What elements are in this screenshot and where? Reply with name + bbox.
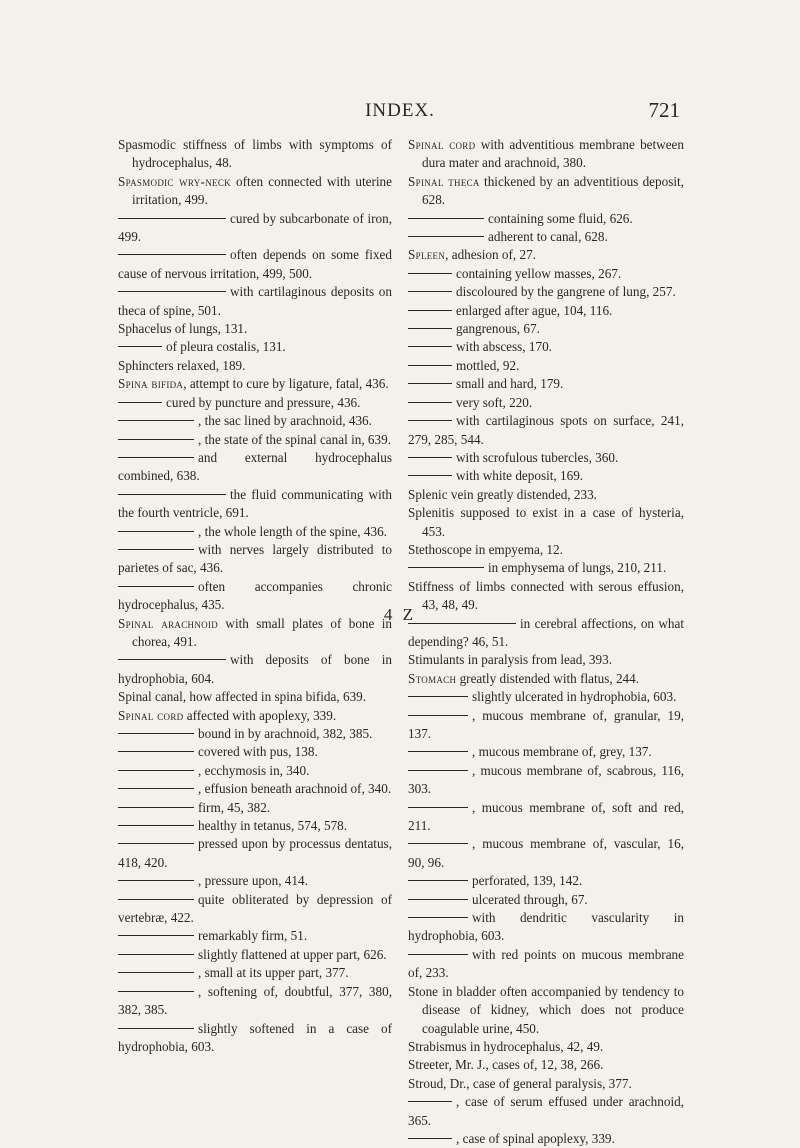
index-entry	[118, 799, 392, 817]
index-entry	[408, 1093, 684, 1130]
index-entry	[408, 743, 684, 761]
entry-text: with deposits of bone in hydrophobia, 604.	[118, 652, 392, 686]
index-entry	[408, 449, 684, 467]
entry-text: remarkably firm, 51.	[198, 928, 308, 944]
index-entry	[118, 946, 392, 964]
ditto-rule	[408, 751, 468, 752]
entry-text: containing some fluid, 626.	[488, 210, 633, 226]
ditto-rule	[118, 439, 194, 440]
entry-text: , attempt to cure by ligature, fatal, 436.	[183, 376, 389, 392]
entry-text: the fluid communicating with the fourth ventricle, 691.	[118, 486, 392, 521]
entry-text: quite obliterated by depression of vertebræ, 422.	[118, 891, 392, 926]
entry-text: thickened by an adventitious deposit, 628.	[422, 173, 684, 208]
entry-text: , mucous membrane of, soft and red, 211.	[408, 799, 684, 834]
index-entry	[118, 210, 392, 247]
entry-text: with small plates of bone in chorea, 491.	[132, 615, 393, 649]
index-entry	[118, 173, 392, 210]
entry-text: pressed upon by processus dentatus, 418, 420.	[118, 836, 392, 870]
index-entry	[118, 431, 392, 449]
ditto-rule	[408, 1101, 452, 1102]
ditto-rule	[118, 1028, 194, 1029]
index-entry	[408, 246, 684, 264]
index-entry	[118, 891, 392, 928]
entry-text: , small at its upper part, 377.	[198, 965, 349, 981]
ditto-rule	[118, 954, 194, 955]
ditto-rule	[408, 273, 452, 274]
ditto-rule	[408, 420, 452, 421]
index-entry	[118, 872, 392, 890]
index-entry	[118, 412, 392, 430]
ditto-rule	[118, 935, 194, 936]
ditto-rule	[118, 457, 194, 458]
entry-text: , mucous membrane of, vascular, 16, 90, 96.	[408, 836, 684, 870]
index-entry	[408, 891, 684, 909]
entry-text: adherent to canal, 628.	[488, 229, 608, 245]
ditto-rule	[408, 1138, 452, 1139]
entry-heading: Spasmodic wry-neck	[118, 173, 231, 189]
entry-text: , the whole length of the spine, 436.	[198, 523, 387, 539]
index-entry	[118, 357, 392, 375]
entry-text: mottled, 92.	[456, 357, 520, 373]
entry-text: Streeter, Mr. J., cases of, 12, 38, 266.	[408, 1057, 604, 1073]
index-entry	[118, 283, 392, 320]
ditto-rule	[408, 807, 468, 808]
index-entry	[408, 136, 684, 173]
ditto-rule	[408, 475, 452, 476]
index-entry	[408, 651, 684, 669]
entry-heading: Spina bifida	[118, 376, 184, 392]
index-entry	[408, 688, 684, 706]
index-entry	[118, 743, 392, 761]
entry-text: with abscess, 170.	[456, 339, 552, 355]
entry-text: slightly ulcerated in hydrophobia, 603.	[472, 689, 677, 705]
ditto-rule	[118, 972, 194, 973]
entry-text: in emphysema of lungs, 210, 211.	[488, 560, 667, 576]
index-entry	[118, 688, 392, 706]
index-entry	[118, 136, 392, 173]
entry-text: small and hard, 179.	[456, 376, 564, 392]
index-entry	[118, 449, 392, 486]
ditto-rule	[118, 218, 226, 219]
entry-text: Stroud, Dr., case of general paralysis, 377.	[408, 1075, 632, 1091]
entry-text: Spasmodic stiffness of limbs with symptoms of hydrocephalus, 48.	[118, 137, 392, 171]
ditto-rule	[408, 880, 468, 881]
entry-heading: Spinal cord	[408, 137, 476, 152]
index-entry	[408, 1056, 684, 1074]
index-entry	[118, 651, 392, 688]
ditto-rule	[408, 567, 484, 568]
ditto-rule	[408, 383, 452, 384]
entry-text: Spinal canal, how affected in spina bifida, 639.	[118, 689, 367, 705]
entry-text: , ecchymosis in, 340.	[198, 762, 310, 778]
index-entry	[408, 394, 684, 412]
entry-text: in cerebral affections, on what depending? 46, 51.	[408, 615, 684, 649]
index-entry	[408, 467, 684, 485]
entry-heading: Spinal theca	[408, 173, 480, 189]
ditto-rule	[118, 807, 194, 808]
entry-text: with dendritic vascularity in hydrophobia, 603.	[408, 910, 684, 944]
ditto-rule	[118, 770, 194, 771]
entry-text: Sphacelus of lungs, 131.	[118, 321, 248, 337]
entry-text: ulcerated through, 67.	[472, 891, 588, 907]
index-entry	[408, 412, 684, 449]
ditto-rule	[408, 843, 468, 844]
index-entry	[118, 320, 392, 338]
ditto-rule	[118, 254, 226, 255]
entry-text: often accompanies chronic hydrocephalus, 435.	[118, 578, 392, 613]
entry-text: Splenic vein greatly distended, 233.	[408, 486, 597, 502]
entry-text: bound in by arachnoid, 382, 385.	[198, 726, 373, 741]
index-entry	[118, 246, 392, 283]
index-entry	[408, 762, 684, 799]
ditto-rule	[408, 715, 468, 716]
index-entry	[118, 983, 392, 1020]
entry-text: with red points on mucous membrane of, 233.	[408, 946, 684, 981]
entry-text: greatly distended with flatus, 244.	[456, 670, 640, 686]
entry-text: , mucous membrane of, scabrous, 116, 303.	[408, 762, 684, 797]
entry-text: and external hydrocephalus combined, 638.	[118, 449, 392, 484]
entry-text: of pleura costalis, 131.	[166, 339, 286, 355]
entry-text: often connected with uterine irritation, 499.	[132, 173, 393, 208]
index-entry	[118, 338, 392, 356]
ditto-rule	[408, 954, 468, 955]
index-entry	[408, 909, 684, 946]
ditto-rule	[118, 494, 226, 495]
index-entry	[118, 486, 392, 523]
ditto-rule	[118, 825, 194, 826]
index-entry	[408, 210, 684, 228]
entry-text: , pressure upon, 414.	[198, 873, 308, 889]
entry-text: healthy in tetanus, 574, 578.	[198, 818, 348, 834]
entry-text: Stimulants in paralysis from lead, 393.	[408, 652, 613, 668]
index-entry	[408, 559, 684, 577]
ditto-rule	[408, 457, 452, 458]
ditto-rule	[118, 346, 162, 347]
index-entry	[408, 835, 684, 872]
right-column	[408, 136, 684, 1148]
index-entry	[118, 541, 392, 578]
index-entry	[118, 780, 392, 798]
index-entry	[408, 504, 684, 541]
entry-text: slightly softened in a case of hydrophobia, 603.	[118, 1020, 392, 1054]
index-entry	[408, 670, 684, 688]
index-entry	[408, 799, 684, 836]
entry-text: , mucous membrane of, granular, 19, 137.	[408, 707, 684, 741]
ditto-rule	[118, 291, 226, 292]
entry-text: covered with pus, 138.	[198, 744, 318, 760]
entry-text: Stethoscope in empyema, 12.	[408, 541, 563, 557]
index-entry	[408, 1075, 684, 1093]
ditto-rule	[408, 402, 452, 403]
ditto-rule	[408, 328, 452, 329]
index-entry	[408, 707, 684, 744]
index-entry	[408, 357, 684, 375]
entry-text: firm, 45, 382.	[198, 799, 271, 815]
ditto-rule	[408, 917, 468, 918]
entry-text: with cartilaginous deposits on theca of spine, 501.	[118, 284, 392, 318]
entry-text: cured by puncture and pressure, 436.	[166, 394, 361, 410]
index-entry	[118, 964, 392, 982]
index-entry	[408, 265, 684, 283]
ditto-rule	[118, 843, 194, 844]
entry-text: cured by subcarbonate of iron, 499.	[118, 210, 392, 245]
entry-text: very soft, 220.	[456, 394, 533, 410]
index-entry	[408, 375, 684, 393]
entry-text: Stone in bladder often accompanied by tendency to disease of kidney, which does not produce coagulable urine, 450.	[408, 983, 684, 1036]
ditto-rule	[408, 770, 468, 771]
entry-text: Sphincters relaxed, 189.	[118, 357, 246, 373]
entry-text: , softening of, doubtful, 377, 380, 382, 385.	[118, 983, 392, 1018]
entry-text: , case of spinal apoplexy, 339.	[456, 1130, 615, 1146]
ditto-rule	[118, 531, 194, 532]
ditto-rule	[408, 899, 468, 900]
ditto-rule	[408, 218, 484, 219]
ditto-rule	[118, 733, 194, 734]
entry-text: , the state of the spinal canal in, 639.	[198, 431, 391, 447]
index-entry	[118, 1020, 392, 1057]
left-column	[118, 136, 392, 1056]
entry-text: often depends on some fixed cause of nervous irritation, 499, 500.	[118, 247, 392, 281]
ditto-rule	[408, 696, 468, 697]
index-entry	[408, 302, 684, 320]
entry-text: , the sac lined by arachnoid, 436.	[198, 413, 372, 429]
entry-text: , effusion beneath arachnoid of, 340.	[198, 781, 392, 797]
signature-mark: 4 Z	[383, 605, 417, 624]
ditto-rule	[408, 346, 452, 347]
index-entry	[408, 946, 684, 983]
entry-text: Stiffness of limbs connected with serous effusion, 43, 48, 49.	[408, 578, 684, 613]
index-entry	[118, 927, 392, 945]
index-entry	[118, 707, 392, 725]
ditto-rule	[118, 880, 194, 881]
entry-text: enlarged after ague, 104, 116.	[456, 302, 613, 318]
entry-heading: Spinal arachnoid	[118, 615, 219, 631]
entry-text: affected with apoplexy, 339.	[183, 707, 337, 723]
entry-text: Strabismus in hydrocephalus, 42, 49.	[408, 1038, 604, 1054]
entry-heading: Stomach	[408, 670, 457, 686]
ditto-rule	[118, 420, 194, 421]
index-entry	[118, 523, 392, 541]
index-entry	[408, 283, 684, 301]
entry-heading: Spinal cord	[118, 707, 184, 723]
index-entry	[408, 1038, 684, 1056]
ditto-rule	[408, 365, 452, 366]
ditto-rule	[118, 586, 194, 587]
index-entry	[408, 173, 684, 210]
entry-heading: Spleen	[408, 247, 446, 263]
entry-text: gangrenous, 67.	[456, 321, 540, 337]
index-entry	[118, 725, 392, 743]
ditto-rule	[118, 788, 194, 789]
page-number: 721	[648, 98, 680, 122]
entry-text: , mucous membrane of, grey, 137.	[472, 744, 652, 760]
index-entry	[408, 541, 684, 559]
entry-text: with adventitious membrane between dura mater and arachnoid, 380.	[422, 137, 685, 171]
entry-text: with nerves largely distributed to parietes of sac, 436.	[118, 541, 392, 576]
index-entry	[118, 762, 392, 780]
index-entry	[408, 872, 684, 890]
index-entry	[408, 983, 684, 1038]
page-title: INDEX.	[365, 100, 435, 121]
index-entry	[408, 338, 684, 356]
index-entry	[118, 835, 392, 872]
entry-text: perforated, 139, 142.	[472, 873, 583, 889]
index-entry	[408, 320, 684, 338]
ditto-rule	[118, 991, 194, 992]
ditto-rule	[118, 659, 226, 660]
entry-text: with cartilaginous spots on surface, 241, 279, 285, 544.	[408, 413, 684, 447]
index-entry	[408, 228, 684, 246]
entry-text: Splenitis supposed to exist in a case of hysteria, 453.	[408, 505, 684, 539]
entry-text: discoloured by the gangrene of lung, 257.	[456, 284, 676, 300]
ditto-rule	[408, 310, 452, 311]
ditto-rule	[408, 236, 484, 237]
entry-text: , case of serum effused under arachnoid, 365.	[408, 1094, 684, 1128]
index-entry	[408, 486, 684, 504]
index-entry	[118, 817, 392, 835]
ditto-rule	[408, 291, 452, 292]
running-head	[0, 100, 800, 124]
entry-text: , adhesion of, 27.	[445, 247, 536, 263]
ditto-rule	[118, 751, 194, 752]
ditto-rule	[118, 402, 162, 403]
entry-text: slightly flattened at upper part, 626.	[198, 946, 387, 962]
entry-text: with scrofulous tubercles, 360.	[456, 449, 619, 465]
index-entry	[118, 394, 392, 412]
ditto-rule	[118, 549, 194, 550]
index-entry	[408, 1130, 684, 1148]
entry-text: with white deposit, 169.	[456, 468, 584, 484]
ditto-rule	[118, 899, 194, 900]
entry-text: containing yellow masses, 267.	[456, 265, 622, 281]
index-entry	[118, 375, 392, 393]
